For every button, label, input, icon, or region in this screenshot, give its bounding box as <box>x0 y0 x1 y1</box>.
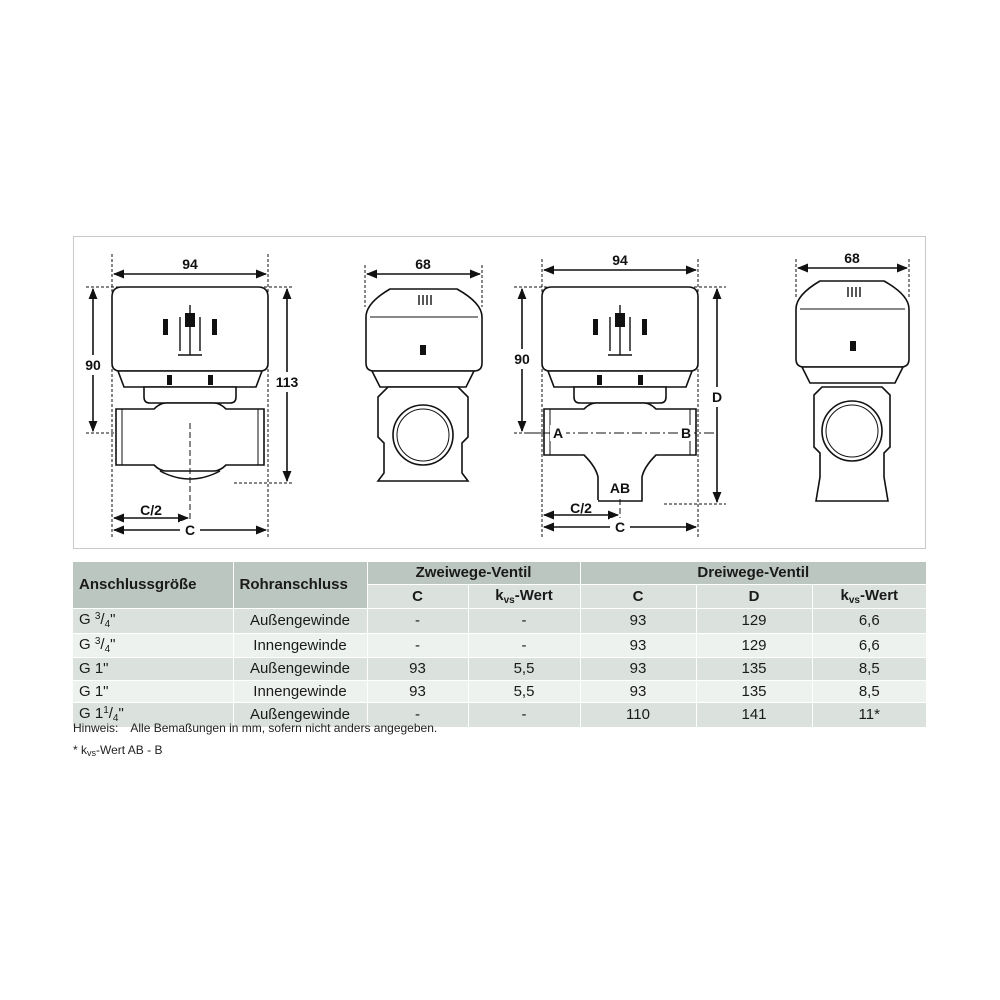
three-way-c-cell: 93 <box>580 658 696 681</box>
footnote <box>73 743 162 757</box>
footnote-text: -Wert AB - B <box>96 743 163 757</box>
three-way-d-cell: 129 <box>696 633 812 658</box>
header-two-way-kvs <box>468 584 580 609</box>
three-way-height-label: 90 <box>514 351 530 367</box>
two-way-c-cell: - <box>367 703 468 727</box>
two-way-total-height-label: 113 <box>275 374 299 390</box>
three-way-kvs-cell: 11* <box>812 703 926 727</box>
kvs-suffix: -Wert <box>859 586 899 604</box>
two-way-kvs-cell: - <box>468 609 580 634</box>
size-slash: / <box>100 635 105 653</box>
three-way-port-b-label: B <box>680 425 692 441</box>
connection-size-cell <box>73 609 233 634</box>
dimension-drawings-panel <box>73 236 926 549</box>
size-main: G 1" <box>79 682 109 700</box>
three-way-length-label: C <box>614 519 626 535</box>
table-row <box>73 609 926 634</box>
size-main: G <box>79 635 95 653</box>
kvs-suffix: -Wert <box>514 586 553 604</box>
three-way-kvs-cell: 6,6 <box>812 609 926 634</box>
three-way-port-ab-label: AB <box>609 480 631 496</box>
two-way-half-length-label: C/2 <box>140 502 162 518</box>
kvs-k: k <box>840 586 849 604</box>
size-main: G 1 <box>79 705 104 722</box>
three-way-kvs-cell: 8,5 <box>812 680 926 703</box>
three-way-c-cell: 93 <box>580 680 696 703</box>
table-row <box>73 658 926 681</box>
two-way-kvs-cell: - <box>468 703 580 727</box>
footnote-prefix: * k <box>73 743 88 757</box>
table-row <box>73 633 926 658</box>
two-way-c-cell: 93 <box>367 680 468 703</box>
pipe-connection-cell: Innengewinde <box>233 633 367 658</box>
header-pipe-connection: Rohranschluss <box>233 562 367 609</box>
three-way-width-label: 94 <box>612 252 628 268</box>
pipe-connection-cell: Innengewinde <box>233 680 367 703</box>
three-way-c-cell: 93 <box>580 609 696 634</box>
header-three-way-kvs <box>812 584 926 609</box>
pipe-connection-cell: Außengewinde <box>233 703 367 727</box>
size-main: G <box>79 611 95 628</box>
three-way-kvs-cell: 6,6 <box>812 633 926 658</box>
two-way-valve-front-view <box>82 254 304 539</box>
hint-note <box>73 721 437 735</box>
size-denominator: 4 <box>104 619 111 630</box>
dimension-drawings <box>74 237 927 550</box>
connection-size-cell <box>73 658 233 681</box>
two-way-c-cell: - <box>367 633 468 658</box>
header-two-way-valve: Zweiwege-Ventil <box>367 562 580 584</box>
header-two-way-c: C <box>367 584 468 609</box>
two-way-width-label: 94 <box>182 256 198 272</box>
size-inch: " <box>110 611 116 628</box>
hint-label: Hinweis: <box>73 721 119 735</box>
three-way-valve-front-view <box>511 252 727 537</box>
hint-text: Alle Bemaßungen in mm, sofern nicht anders angegeben. <box>130 721 438 735</box>
three-way-side-width-label: 68 <box>844 250 860 266</box>
kvs-k: k <box>495 586 504 604</box>
table-header-row <box>73 562 926 584</box>
size-inch: " <box>118 705 124 722</box>
two-way-c-cell: 93 <box>367 658 468 681</box>
connection-size-cell <box>73 680 233 703</box>
dimension-table <box>73 562 926 727</box>
size-numerator: 3 <box>94 635 101 647</box>
header-three-way-d: D <box>696 584 812 609</box>
two-way-valve-side-view <box>365 256 482 481</box>
size-slash: / <box>100 611 105 628</box>
size-numerator: 3 <box>94 611 101 622</box>
header-connection-size: Anschlussgröße <box>73 562 233 609</box>
header-three-way-valve: Dreiwege-Ventil <box>580 562 926 584</box>
three-way-port-a-label: A <box>552 425 564 441</box>
two-way-kvs-cell: 5,5 <box>468 680 580 703</box>
footnote-subscript: vs <box>87 748 97 758</box>
three-way-kvs-cell: 8,5 <box>812 658 926 681</box>
three-way-d-cell: 135 <box>696 658 812 681</box>
size-inch: " <box>110 635 116 653</box>
pipe-connection-cell: Außengewinde <box>233 609 367 634</box>
size-denominator: 4 <box>112 713 119 724</box>
table-row <box>73 680 926 703</box>
three-way-depth-label: D <box>711 389 723 405</box>
two-way-c-cell: - <box>367 609 468 634</box>
size-denominator: 4 <box>104 643 111 655</box>
connection-size-cell <box>73 633 233 658</box>
size-main: G 1" <box>79 660 109 677</box>
three-way-d-cell: 135 <box>696 680 812 703</box>
two-way-side-width-label: 68 <box>415 256 431 272</box>
size-numerator: 1 <box>103 705 109 716</box>
three-way-half-length-label: C/2 <box>570 500 592 516</box>
two-way-height-label: 90 <box>85 357 101 373</box>
kvs-subscript: vs <box>503 594 515 606</box>
two-way-kvs-cell: 5,5 <box>468 658 580 681</box>
three-way-valve-side-view <box>796 250 909 501</box>
two-way-length-label: C <box>184 522 196 538</box>
three-way-d-cell: 129 <box>696 609 812 634</box>
size-slash: / <box>108 705 113 722</box>
kvs-subscript: vs <box>848 594 860 606</box>
three-way-c-cell: 93 <box>580 633 696 658</box>
pipe-connection-cell: Außengewinde <box>233 658 367 681</box>
header-three-way-c: C <box>580 584 696 609</box>
two-way-kvs-cell: - <box>468 633 580 658</box>
three-way-c-cell: 110 <box>580 703 696 727</box>
three-way-d-cell: 141 <box>696 703 812 727</box>
